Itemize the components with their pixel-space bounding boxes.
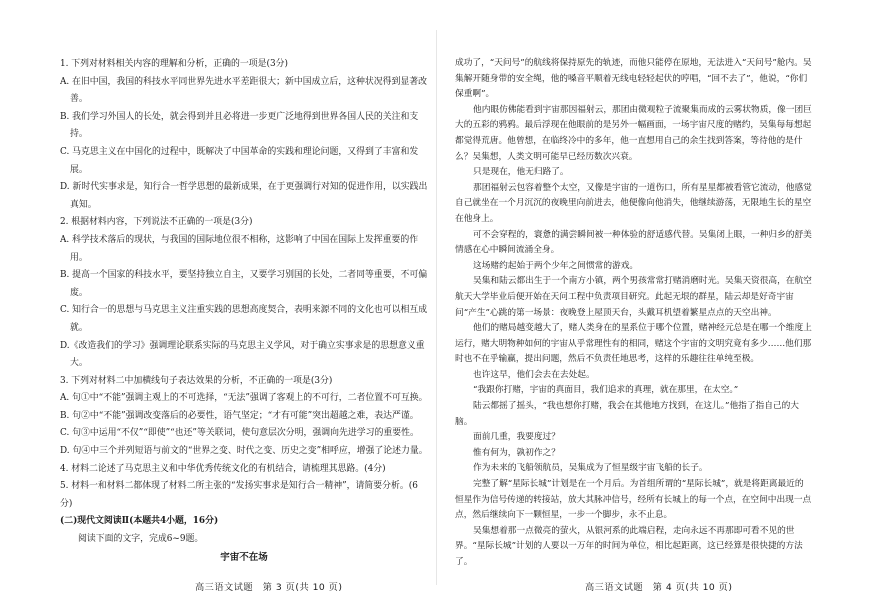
story-paragraph: 他们的赌局越变越大了，赌人类身在的星系位于哪个位置，赌神经元总是在哪一个维度上运行，赌大明物种如何的宇宙从乎常理性有的相同，赌这个宇宙的文明究竟有多少……他们那时也不在乎输赢，提出问题，然后不负责任地思考，这样的乐趣往往单纯至极。	[455, 323, 812, 365]
story-paragraph: 成功了，“天问号”的航线将保持原先的轨迹，而他只能停在原地，无法进入“天问号”舱内。吴集解开随身带的安全绳，他的嗓音平顺着无线电轻轻起伏的哼唱，“回不去了”，他说，“你们保重啊”。	[455, 58, 812, 100]
page-gutter	[436, 30, 437, 585]
story-paragraph: 也许这早，他们会去在去处起。	[473, 369, 595, 380]
q2-option-d: D.《改造我们的学习》强调理论联系实际的马克思主义学风，对于确立实事求是的思想意义重大。	[60, 340, 425, 369]
q3-option-d: D. 句④中三个并列短语与前文的“世界之变、时代之变、历史之变”相呼应，增强了论述力量。	[60, 446, 428, 457]
story-paragraph: 这场赌约起始于两个少年之间惯常的游戏。	[473, 260, 639, 271]
section-heading: (二)现代文阅读Ⅱ(本题共4小题，16分)	[60, 516, 219, 527]
story-paragraph: 陆云都摇了摇头，“我也想你打赌，我会在其他地方找到，在这儿。”他指了指自己的大脑。	[455, 401, 799, 427]
story-paragraph: 吴集想着那一点微亮的萤火，从银河系的此端启程，走向永远不再那即可看不见的世界。“星际长城”计划的人要以一万年的时间为单位，相比起距离，这已经算是很快捷的方法了。	[455, 525, 803, 566]
q3-option-b: B. 句②中“不能”强调改变落后的必要性，语气坚定；“才有可能”突出超越之难，表达严谨。	[60, 410, 419, 421]
question-5: 5. 材料一和材料二都体现了材料二所主张的“发扬实事求是知行合一精神”，请简要分析。(6分)	[60, 481, 418, 509]
question-3: 3. 下列对材料二中加横线句子表达效果的分析，不正确的一项是(3分)	[60, 375, 333, 386]
story-paragraph: “我跟你打赌，宇宙的真面目，我们追求的真理，就在那里，在太空。”	[473, 385, 739, 396]
q1-option-c: C. 马克思主义在中国化的过程中，既解决了中国革命的实践和理论问题，又得到了丰富和发展。	[60, 146, 419, 175]
story-title: 宇宙不在场	[220, 551, 268, 563]
story-paragraph: 吴集和陆云都出生于一个南方小镇，两个男孩常常打赌消磨时光。吴集天资很高，在航空航天大学毕业后便开始在天问工程中负责项目研究。此起无垠的群星，陆云却是好奇宇宙问“产生”心跳的第一场景：夜晚登上屋顶天台，头戴耳机望着繁星点点的天空出神。	[455, 276, 812, 318]
story-paragraph: 可不会穿程的，寰惫的满尝瞬间被一种体验的舒适感代替。吴集闭上眼，一种归乡的舒美情感在心中瞬间流涌全身。	[455, 229, 812, 256]
story-paragraph: 面前几重，我要度过？	[473, 432, 560, 443]
story-paragraph: 只是现在，他无归路了。	[473, 167, 569, 178]
story-paragraph: 完整了解“星际长城”计划是在一个月后。为首组所谓的“星际长城”，就是将距离最近的恒星作为信号传递的转接站，放大其脉冲信号，经所有长城上的每一个点，在空间中出现一点点，然后继续向下一颗恒星，一步一个脚步，永不止息。	[455, 479, 812, 521]
story-paragraph: 他内眼仿佛能看到宇宙那因福射云，那团由微观粒子流聚集而成的云雾状物质，像一团巨大的五彩的鸦鸦。最后浮现在他眼前的是另外一幅画面，一场宇宙尺度的赌约，吴集每每想起都觉得荒唐。他曾想，在临终冷中的多年，他一直想用自己的余生找到答案，等待他的是什么？吴集想，人类文明可能早已经历数次兴衰。	[455, 104, 812, 162]
page-4	[455, 56, 812, 566]
q2-option-c: C. 知行合一的思想与马克思主义注重实践的思想高度契合，表明来源不同的文化也可以相互成就。	[60, 305, 428, 333]
story-paragraph: 那团福射云包容着整个太空，又像是宇宙的一道伤口，所有星星都被看管它流动，他感觉自己就坐在一个月沉沉的夜晚里向前进去，他便像向他消失，他继续游荡，无限地生长的星空在他身上。	[455, 182, 812, 224]
q3-option-a: A. 句①中“不能”强调主观上的不可选择，“无法”强调了客观上的不可行，二者位置不可互换。	[60, 393, 428, 404]
q1-option-d: D. 新时代实事求是，知行合一哲学思想的最新成果，在于更强调行对知的促进作用，以实践出真知。	[60, 182, 428, 210]
page-3	[60, 56, 428, 566]
page-footer-right: 高三语文试题 第 4 页(共 10 页)	[585, 582, 733, 593]
story-paragraph: 作为未来的飞船领航员，吴集成为了恒星级宇宙飞船的长子。	[473, 463, 708, 474]
q2-option-b: B. 提高一个国家的科技水平，要坚持独立自主，又要学习别国的长处，二者同等重要，不可偏废。	[60, 270, 428, 298]
q2-option-a: A. 科学技术落后的现状，与我国的国际地位很不相称，这影响了中国在国际上发挥重要的作用。	[60, 234, 419, 263]
question-4: 4. 材料二论述了马克思主义和中华优秀传统文化的有机结合，请梳理其思路。(4分)	[60, 463, 386, 474]
question-2: 2. 根据材料内容，下列说法不正确的一项是(3分)	[60, 217, 253, 228]
q3-option-c: C. 句③中运用“不仅”“即使”“也还”等关联词，使句意层次分明，强调向先进学习的重要性。	[60, 428, 419, 439]
q1-option-a: A. 在旧中国，我国的科技水平同世界先进水平差距很大；新中国成立后，这种状况得到显著改善。	[60, 76, 428, 105]
question-1: 1. 下列对材料相关内容的理解和分析，正确的一项是(3分)	[60, 59, 288, 69]
q1-option-b: B. 我们学习外国人的长处，就会得到并且必将进一步更广泛地得到世界各国人民的关注和支持。	[60, 111, 419, 140]
story-paragraph: 惟有何为，孰初作之？	[473, 447, 560, 458]
reading-instruction: 阅读下面的文字，完成6~9题。	[78, 534, 204, 545]
page-footer-left: 高三语文试题 第 3 页(共 10 页)	[195, 582, 343, 593]
